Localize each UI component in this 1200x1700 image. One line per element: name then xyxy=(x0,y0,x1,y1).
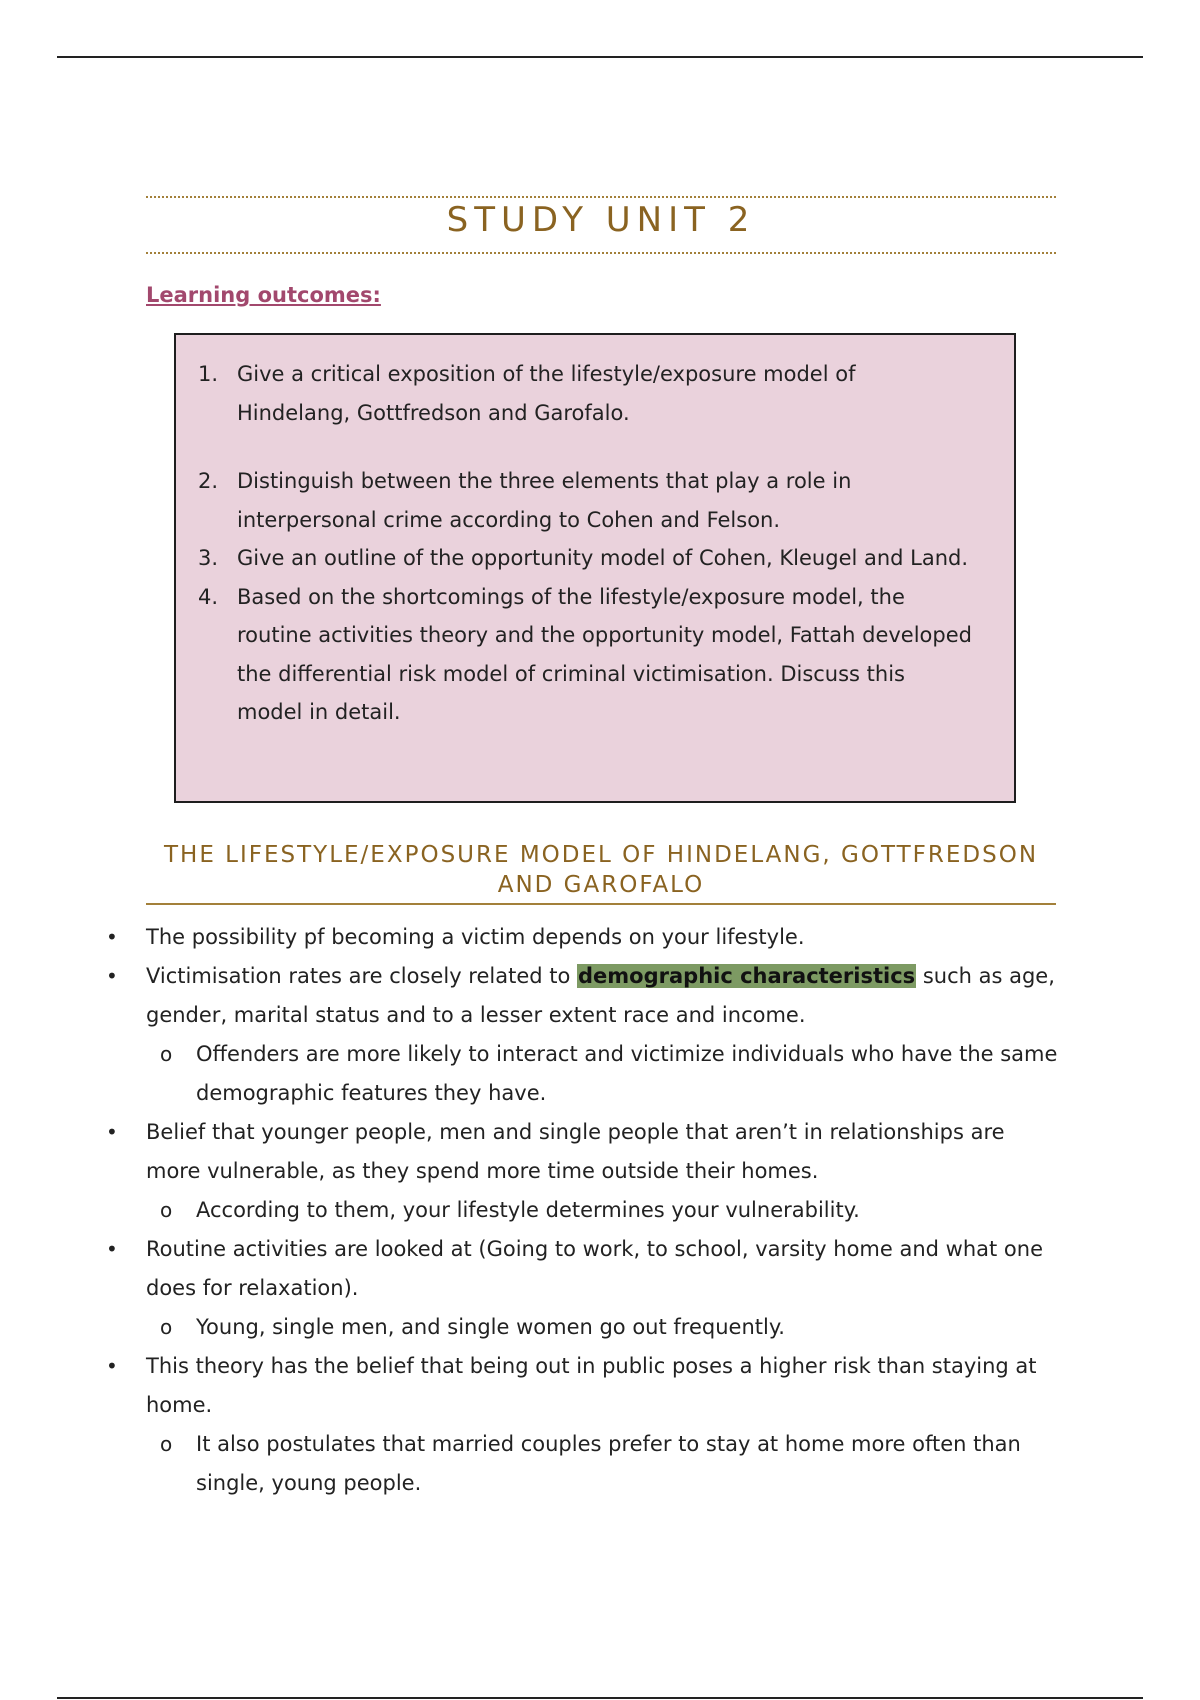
list-number: 1. xyxy=(198,362,219,386)
learning-outcome-text: Based on the shortcomings of the lifestyle/exposure model, the routine activities theory and the opportunity model, Fattah developed the differential risk model of criminal victimisation. Discuss this model in detail. xyxy=(237,584,972,724)
bullet-icon: • xyxy=(106,964,118,988)
sub-bullet-item xyxy=(0,1191,1200,1230)
bullet-icon: • xyxy=(106,1237,118,1261)
bullet-text: Belief that younger people, men and single people that aren’t in relationships are more vulnerable, as they spend more time outside their homes. xyxy=(146,1120,1005,1183)
list-number: 3. xyxy=(198,546,219,570)
learning-outcomes-list xyxy=(176,355,1014,732)
sub-bullet-text: Young, single men, and single women go out frequently. xyxy=(196,1315,785,1339)
bullet-text: This theory has the belief that being out in public poses a higher risk than staying at home. xyxy=(146,1354,1037,1417)
learning-outcome-item xyxy=(176,578,1014,732)
bullet-icon: • xyxy=(106,925,118,949)
bullet-text: Victimisation rates are closely related to xyxy=(146,964,578,988)
sub-bullet-item xyxy=(0,1308,1200,1347)
learning-outcome-text: Distinguish between the three elements that play a role in interpersonal crime according to Cohen and Felson. xyxy=(237,469,852,532)
page-title: STUDY UNIT 2 xyxy=(446,200,756,240)
section-heading-rule xyxy=(146,903,1056,905)
section-bullet-list xyxy=(0,918,1200,1503)
sub-bullet-text: Offenders are more likely to interact and victimize individuals who have the same demographic features they have. xyxy=(196,1042,1058,1105)
title-bottom-dotted-rule xyxy=(146,252,1056,254)
bullet-icon: • xyxy=(106,1354,118,1378)
learning-outcome-item xyxy=(176,355,1014,432)
page-bottom-rule xyxy=(57,1697,1143,1699)
bullet-text: The possibility pf becoming a victim depends on your lifestyle. xyxy=(146,925,805,949)
bullet-text: such as age, gender, marital status and to a lesser extent race and income. xyxy=(146,964,1055,1027)
bullet-icon: • xyxy=(106,1120,118,1144)
bullet-item xyxy=(0,1347,1200,1425)
bullet-item xyxy=(0,1230,1200,1308)
highlighted-term: demographic characteristics xyxy=(578,964,916,988)
sub-bullet-icon: o xyxy=(160,1432,173,1456)
sub-bullet-item xyxy=(0,1425,1200,1503)
list-number: 4. xyxy=(198,584,219,609)
learning-outcome-text: Give a critical exposition of the lifestyle/exposure model of Hindelang, Gottfredson and Garofalo. xyxy=(237,362,856,425)
learning-outcomes-heading: Learning outcomes: xyxy=(146,283,381,307)
sub-bullet-icon: o xyxy=(160,1198,173,1222)
sub-bullet-icon: o xyxy=(160,1042,173,1066)
learning-outcome-item xyxy=(176,462,1014,539)
page-top-rule xyxy=(57,56,1143,58)
sub-bullet-text: It also postulates that married couples prefer to stay at home more often than single, young people. xyxy=(196,1432,1021,1495)
sub-bullet-icon: o xyxy=(160,1315,173,1339)
bullet-item xyxy=(0,1113,1200,1191)
learning-outcomes-box xyxy=(174,333,1016,803)
sub-bullet-text: According to them, your lifestyle determines your vulnerability. xyxy=(196,1198,860,1222)
bullet-item xyxy=(0,957,1200,1035)
bullet-item xyxy=(0,918,1200,957)
sub-bullet-item xyxy=(0,1035,1200,1113)
list-gap xyxy=(176,432,1014,462)
learning-outcome-text: Give an outline of the opportunity model of Cohen, Kleugel and Land. xyxy=(237,546,969,570)
list-number: 2. xyxy=(198,469,219,493)
bullet-text: Routine activities are looked at (Going to work, to school, varsity home and what one does for relaxation). xyxy=(146,1237,1044,1300)
section-heading-line: THE LIFESTYLE/EXPOSURE MODEL OF HINDELANG, GOTTFREDSON xyxy=(163,842,1039,868)
section-heading-line: AND GAROFALO xyxy=(497,872,705,898)
section-heading xyxy=(146,840,1056,900)
learning-outcome-item xyxy=(176,539,1014,578)
